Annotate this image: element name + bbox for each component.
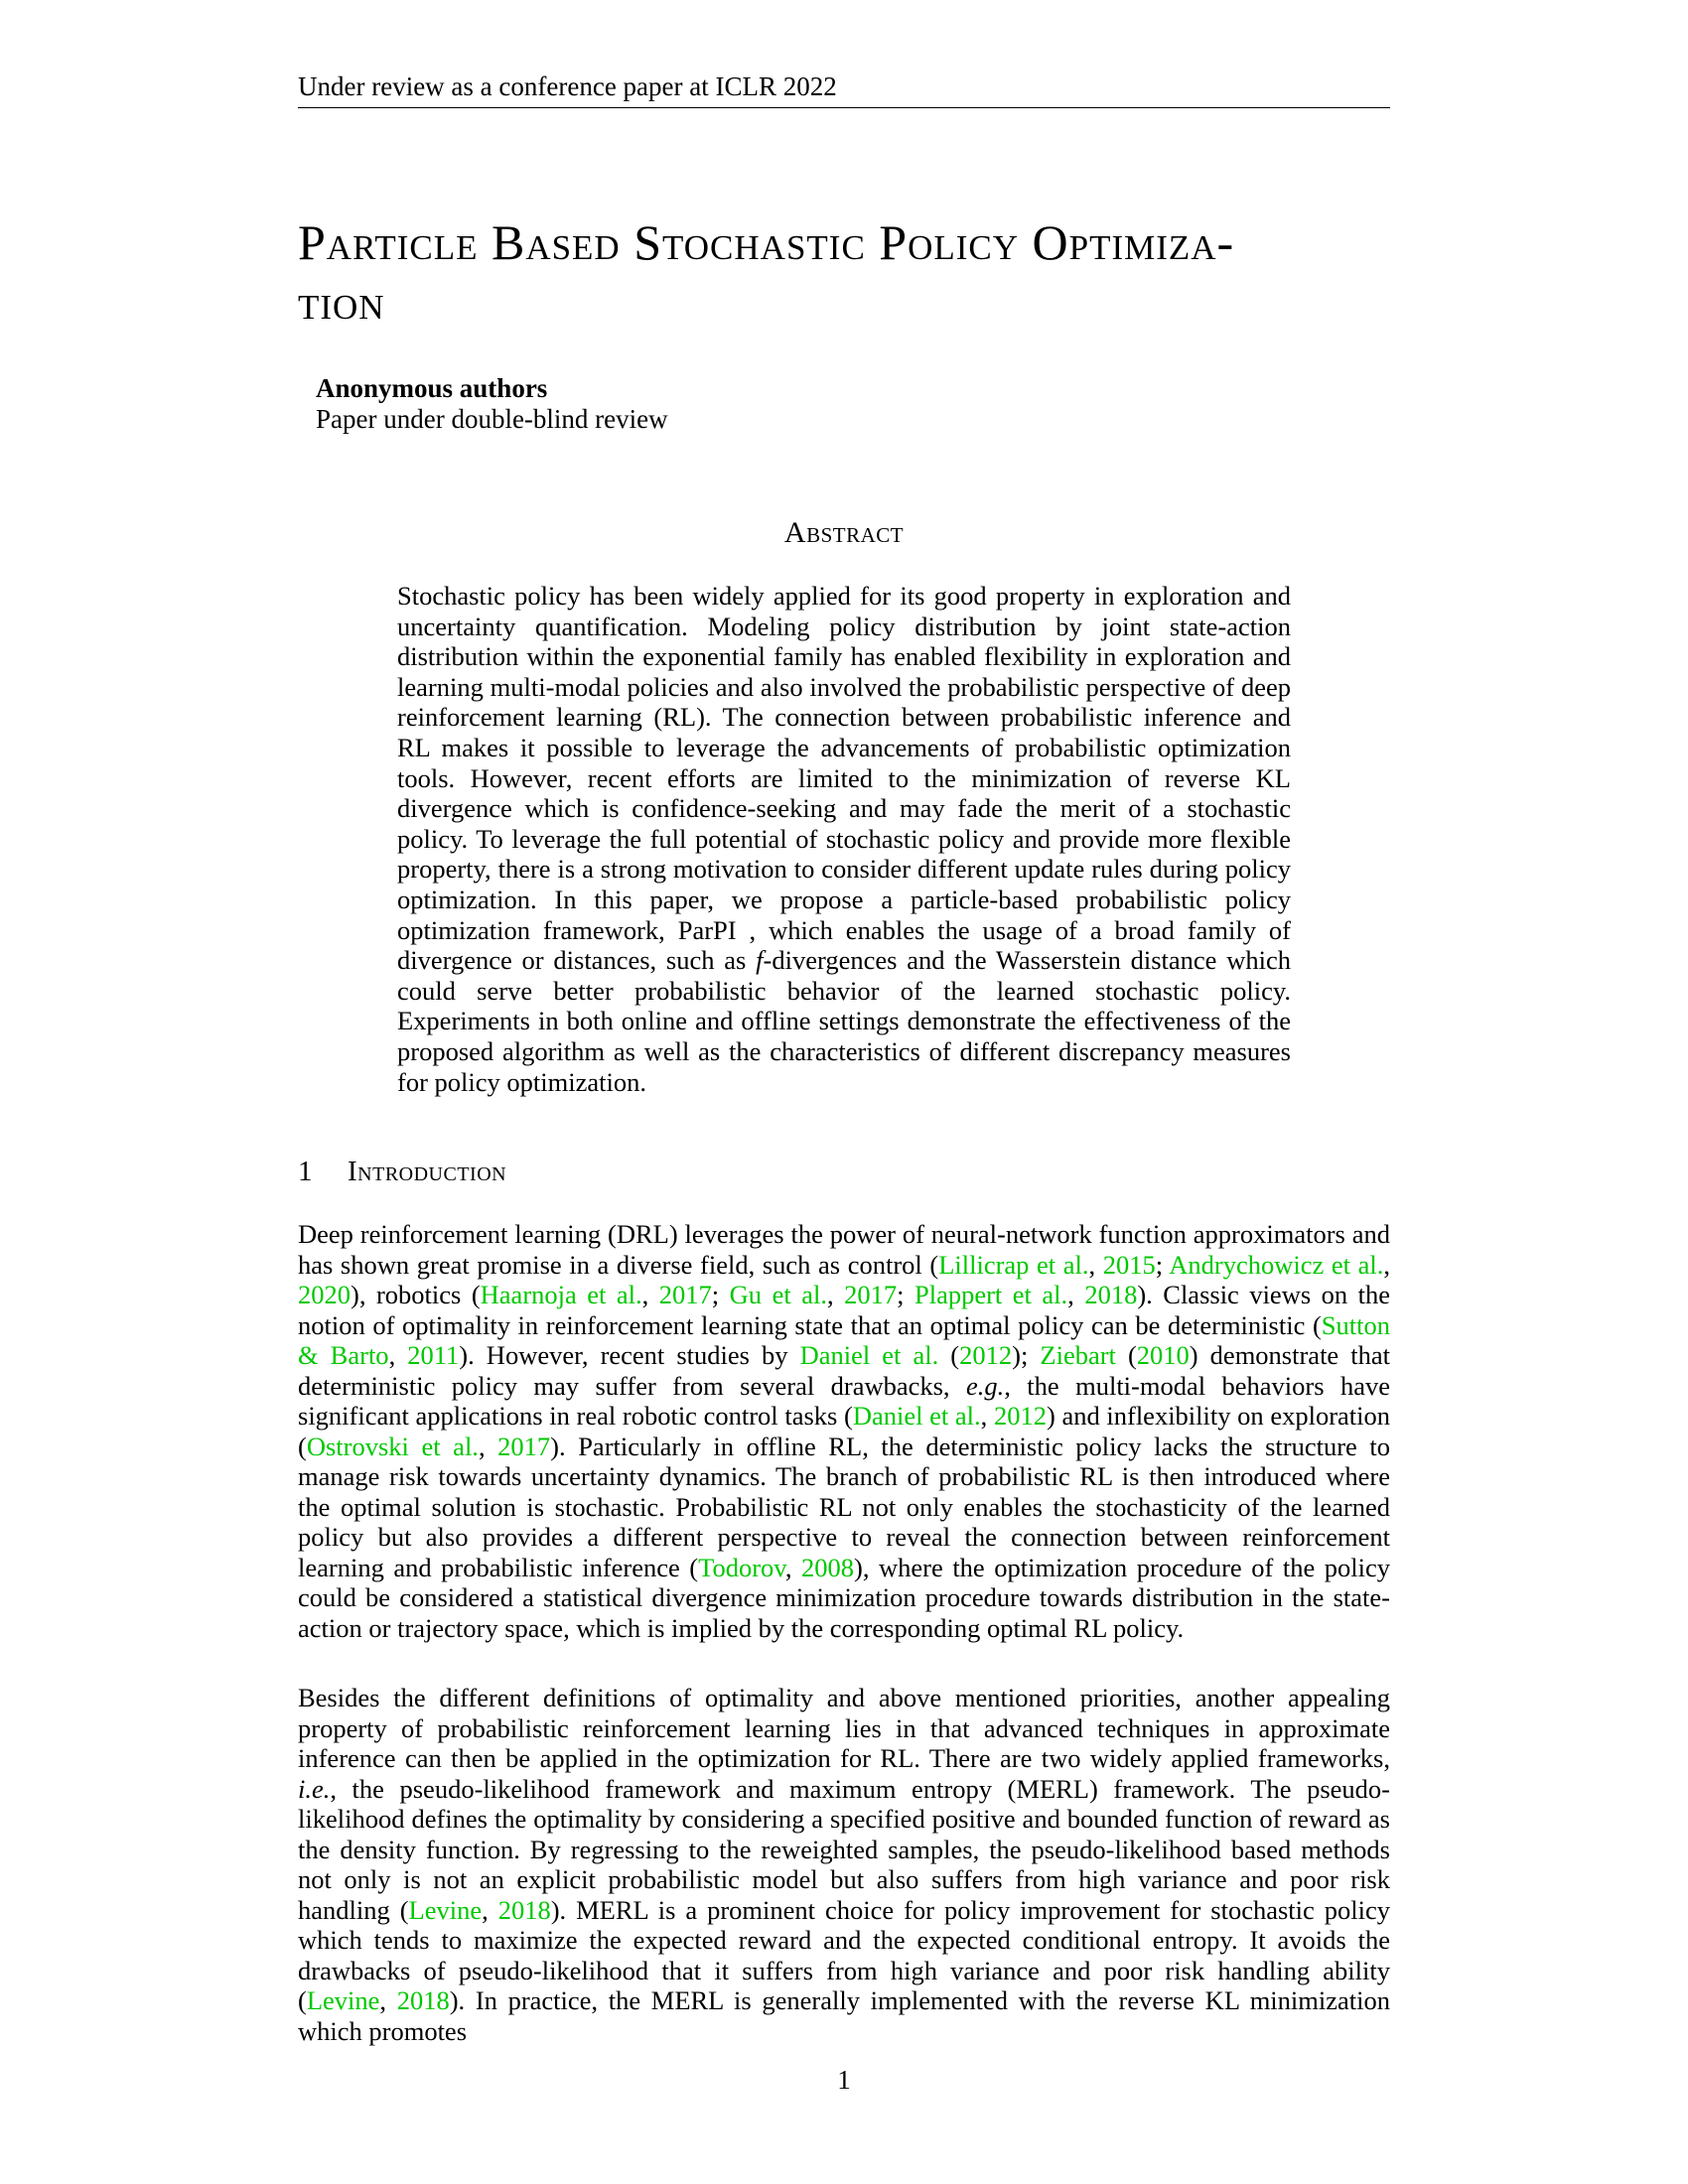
citation-link[interactable]: 2017 [497, 1431, 551, 1461]
citation-link[interactable]: Plappert et al. [914, 1280, 1068, 1309]
citation-link[interactable]: Ostrovski et al. [306, 1431, 479, 1461]
citation-link[interactable]: Lillicrap et al. [938, 1249, 1089, 1280]
citation-link[interactable]: 2010 [1136, 1340, 1190, 1370]
paragraph-text: Besides the different definitions of optimality and above mentioned priorities, another appealing property of probabilistic reinforcement learning lies in that advanced techniques in approximate inference can then be applied in the optimization for RL. There are two widely applied frameworks, i.e., the pseudo-likelihood framework and maximum entropy (MERL) framework. The pseudo-likelihood defines the optimality by considering a specified positive and bounded function of reward as the density function. By regressing to the reweighted samples, the pseudo-likelihood based methods not only is not an explicit probabilistic model but also suffers from high variance and poor risk handling (Levine, 2018). MERL is a prominent choice for policy improvement for stochastic policy which tends to maximize the expected reward and the expected conditional entropy. It avoids the drawbacks of pseudo-likelihood that it suffers from high variance and poor risk handling ability (Levine, 2018). In practice, the MERL is generally implemented with the reverse KL minimization which promotes [298, 1683, 1390, 2046]
author-names: Anonymous authors [316, 373, 548, 403]
section-heading-introduction [298, 1156, 506, 1188]
review-note: Paper under double-blind review [316, 404, 668, 434]
citation-link[interactable]: Ziebart [1040, 1340, 1116, 1370]
citation-link[interactable]: Daniel et al. [852, 1401, 981, 1431]
citation-link[interactable]: 2015 [1102, 1249, 1156, 1280]
citation-link[interactable]: 2020 [298, 1280, 351, 1309]
intro-paragraph-1 [298, 1219, 1390, 1643]
citation-link[interactable]: 2017 [658, 1280, 712, 1309]
citation-link[interactable]: 2017 [844, 1280, 898, 1309]
abstract-body [397, 581, 1291, 1097]
author-block [316, 373, 668, 435]
citation-link[interactable]: 2012 [959, 1340, 1013, 1370]
section-number: 1 [298, 1156, 313, 1187]
citation-link[interactable]: Andrychowicz et al. [1169, 1249, 1384, 1280]
citation-link[interactable]: Daniel et al. [799, 1340, 939, 1370]
f-symbol: f [756, 945, 764, 976]
running-header: Under review as a conference paper at ICLR 2022 [298, 69, 1390, 108]
paper-page [298, 0, 1390, 2184]
citation-link[interactable]: 2018 [497, 1894, 551, 1925]
intro-paragraph-2 [298, 1683, 1390, 2046]
citation-link[interactable]: 2018 [396, 1985, 450, 2015]
citation-link[interactable]: 2018 [1084, 1280, 1138, 1309]
abstract-text: Stochastic policy has been widely applied for its good property in exploration and uncertainty quantification. Modeling policy distribution by joint state-action distribution within the exponential family has enabled flexibility in exploration and learning multi-modal policies and also involved the probabilistic perspective of deep reinforcement learning (RL). The connection between probabilistic inference and RL makes it possible to leverage the advancements of probabilistic optimization tools. However, recent efforts are limited to the minimization of reverse KL divergence which is confidence-seeking and may fade the merit of a stochastic policy. To leverage the full potential of stochastic policy and provide more flexible property, there is a strong motivation to consider different update rules during policy optimization. In this paper, we propose a particle-based probabilistic policy optimization framework, ParPI , which enables the usage of a broad family of divergence or distances, such as [397, 581, 1291, 976]
title-line-2: tion [298, 274, 385, 330]
section-title: Introduction [348, 1156, 507, 1187]
citation-link[interactable]: Levine [408, 1894, 483, 1925]
citation-link[interactable]: Haarnoja et al. [480, 1280, 642, 1309]
page-number: 1 [837, 2065, 851, 2095]
citation-link[interactable]: 2008 [801, 1552, 855, 1582]
abstract-text-tail: -divergences and the Wasserstein distance which could serve better probabilistic behavior of the learned stochastic policy. Experiments in both online and offline settings demonstrate the effectiveness of the proposed algorithm as well as the characteristics of different discrepancy measures for policy optimization. [397, 945, 1291, 1097]
citation-link[interactable]: Gu et al. [729, 1280, 827, 1309]
citation-link[interactable]: 2012 [993, 1401, 1047, 1431]
title-line-1: Particle Based Stochastic Policy Optimiza- [298, 214, 1235, 270]
citation-link[interactable]: 2011 [407, 1340, 460, 1370]
paragraph-text: Deep reinforcement learning (DRL) leverages the power of neural-network function approximators and has shown great promise in a diverse field, such as control (Lillicrap et al., 2015; Andrychowicz et al., 2020), robotics (Haarnoja et al., 2017; Gu et al., 2017; Plappert et al., 2018). Classic views on the notion of optimality in reinforcement learning state that an optimal policy can be deterministic (Sutton & Barto, 2011). However, recent studies by Daniel et al. (2012); Ziebart (2010) demonstrate that deterministic policy may suffer from several drawbacks, e.g., the multi-modal behaviors have significant applications in real robotic control tasks (Daniel et al., 2012) and inflexibility on exploration (Ostrovski et al., 2017). Particularly in offline RL, the deterministic policy lacks the structure to manage risk towards uncertainty dynamics. The branch of probabilistic RL is then introduced where the optimal solution is stochastic. Probabilistic RL not only enables the stochasticity of the learned policy but also provides a different perspective to reveal the connection between reinforcement learning and probabilistic inference (Todorov, 2008), where the optimization procedure of the policy could be considered a statistical divergence minimization procedure towards distribution in the state-action or trajectory space, which is implied by the corresponding optimal RL policy. [298, 1219, 1391, 1643]
citation-link[interactable]: Sutton & Barto [298, 1309, 1390, 1370]
citation-link[interactable]: Levine [306, 1985, 380, 2015]
paper-title [298, 212, 1390, 332]
abstract-paragraph [397, 581, 1291, 1097]
abstract-heading: Abstract [783, 516, 905, 549]
citation-link[interactable]: Todorov [698, 1552, 785, 1582]
